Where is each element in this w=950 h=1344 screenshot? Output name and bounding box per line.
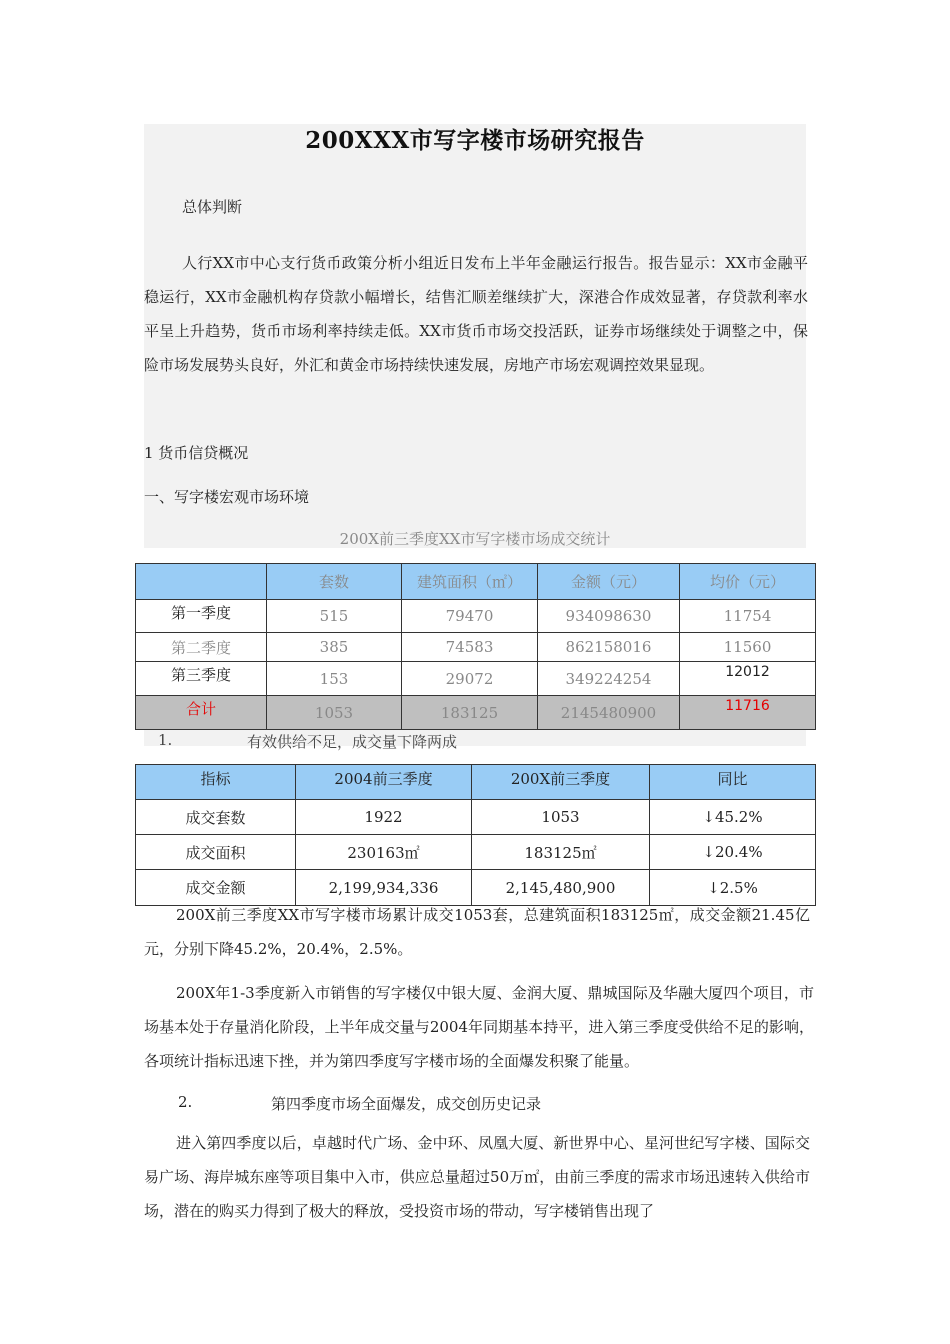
table-total-row (136, 696, 816, 730)
table-cell: 79470 (402, 600, 538, 633)
table-header-cell: 指标 (136, 765, 296, 800)
table-row (136, 800, 816, 835)
table-row (136, 835, 816, 870)
table-header-row (136, 765, 816, 800)
table-cell: 1053 (472, 800, 650, 835)
table-header-cell: 金额（元） (538, 564, 680, 600)
table-row-label: 第三季度 (136, 662, 267, 696)
table-row-label: 成交面积 (136, 835, 296, 870)
subheading-2-text: 第四季度市场全面爆发，成交创历史记录 (271, 1095, 542, 1113)
table-row (136, 662, 816, 696)
table-cell: 2,145,480,900 (472, 870, 650, 906)
table-row (136, 633, 816, 662)
table-row-label: 成交金额 (136, 870, 296, 906)
table-row-label: 第一季度 (136, 600, 267, 633)
paragraph-cumulative-transactions: 200X前三季度XX市写字楼市场累计成交1053套，总建筑面积183125㎡，成交金额21.45亿元，分别下降45.2%，20.4%，2.5%。 (144, 906, 810, 958)
table-header-cell (136, 564, 267, 600)
table-cell: 349224254 (538, 662, 680, 696)
table-cell: ↓20.4% (650, 835, 816, 870)
table-total-label: 合计 (136, 696, 267, 730)
table-cell: 12012 (680, 662, 816, 696)
table-cell: 153 (267, 662, 402, 696)
table-cell: 515 (267, 600, 402, 633)
table-header-cell: 建筑面积（㎡） (402, 564, 538, 600)
heading-macro-market: 一、写字楼宏观市场环境 (144, 488, 310, 506)
table-cell: 11716 (680, 696, 816, 730)
table-header-cell: 均价（元） (680, 564, 816, 600)
table-cell: 74583 (402, 633, 538, 662)
heading-monetary-credit: 1 货币信贷概况 (144, 444, 249, 462)
table-row-label: 成交套数 (136, 800, 296, 835)
table1-caption: 200X前三季度XX市写字楼市场成交统计 (339, 530, 611, 548)
table-cell: ↓2.5% (650, 870, 816, 906)
section-overall: 总体判断 (182, 198, 243, 216)
page-title: 200XXX市写字楼市场研究报告 (305, 127, 645, 154)
shaded-background-strip (144, 728, 806, 746)
table-cell: 183125 (402, 696, 538, 730)
table-row (136, 600, 816, 633)
table-cell: 11560 (680, 633, 816, 662)
table-header-cell: 2004前三季度 (296, 765, 472, 800)
table-cell: 2,199,934,336 (296, 870, 472, 906)
table-header-cell: 同比 (650, 765, 816, 800)
table-cell: 29072 (402, 662, 538, 696)
table-cell: 183125㎡ (472, 835, 650, 870)
table-cell: 1053 (267, 696, 402, 730)
table-cell: 385 (267, 633, 402, 662)
table-cell: 1922 (296, 800, 472, 835)
table-quarterly-transactions (135, 563, 816, 730)
table-cell: 862158016 (538, 633, 680, 662)
subheading-2-number: 2. (178, 1093, 193, 1111)
table-yoy-comparison (135, 764, 816, 906)
intro-paragraph: 人行XX市中心支行货币政策分析小组近日发布上半年金融运行报告。报告显示：XX市金融平稳运行，XX市金融机构存贷款小幅增长，结售汇顺差继续扩大，深港合作成效显著，存贷款利率水平呈上升趋势，货币市场利率持续走低。XX市货币市场交投活跃，证券市场继续处于调整之中，保险市场发展势头良好，外汇和黄金市场持续快速发展，房地产市场宏观调控效果显现。 (144, 254, 808, 374)
paragraph-new-supply: 200X年1-3季度新入市销售的写字楼仅中银大厦、金润大厦、鼎城国际及华融大厦四个项目，市场基本处于存量消化阶段，上半年成交量与2004年同期基本持平，进入第三季度受供给不足的影响，各项统计指标迅速下挫，并为第四季度写字楼市场的全面爆发积聚了能量。 (144, 984, 814, 1070)
subheading-1-number: 1. (158, 731, 173, 749)
table-cell: 230163㎡ (296, 835, 472, 870)
table-header-row (136, 564, 816, 600)
table-cell: ↓45.2% (650, 800, 816, 835)
subheading-1-text: 有效供给不足，成交量下降两成 (247, 733, 458, 751)
table-header-cell: 套数 (267, 564, 402, 600)
paragraph-q4-explosion: 进入第四季度以后，卓越时代广场、金中环、凤凰大厦、新世界中心、星河世纪写字楼、国际交易广场、海岸城东座等项目集中入市，供应总量超过50万㎡，由前三季度的需求市场迅速转入供给市场，潜在的购买力得到了极大的释放，受投资市场的带动，写字楼销售出现了 (144, 1134, 810, 1220)
table-cell: 11754 (680, 600, 816, 633)
table-header-cell: 200X前三季度 (472, 765, 650, 800)
table-cell: 934098630 (538, 600, 680, 633)
table-cell: 2145480900 (538, 696, 680, 730)
table-row-label: 第二季度 (136, 633, 267, 662)
